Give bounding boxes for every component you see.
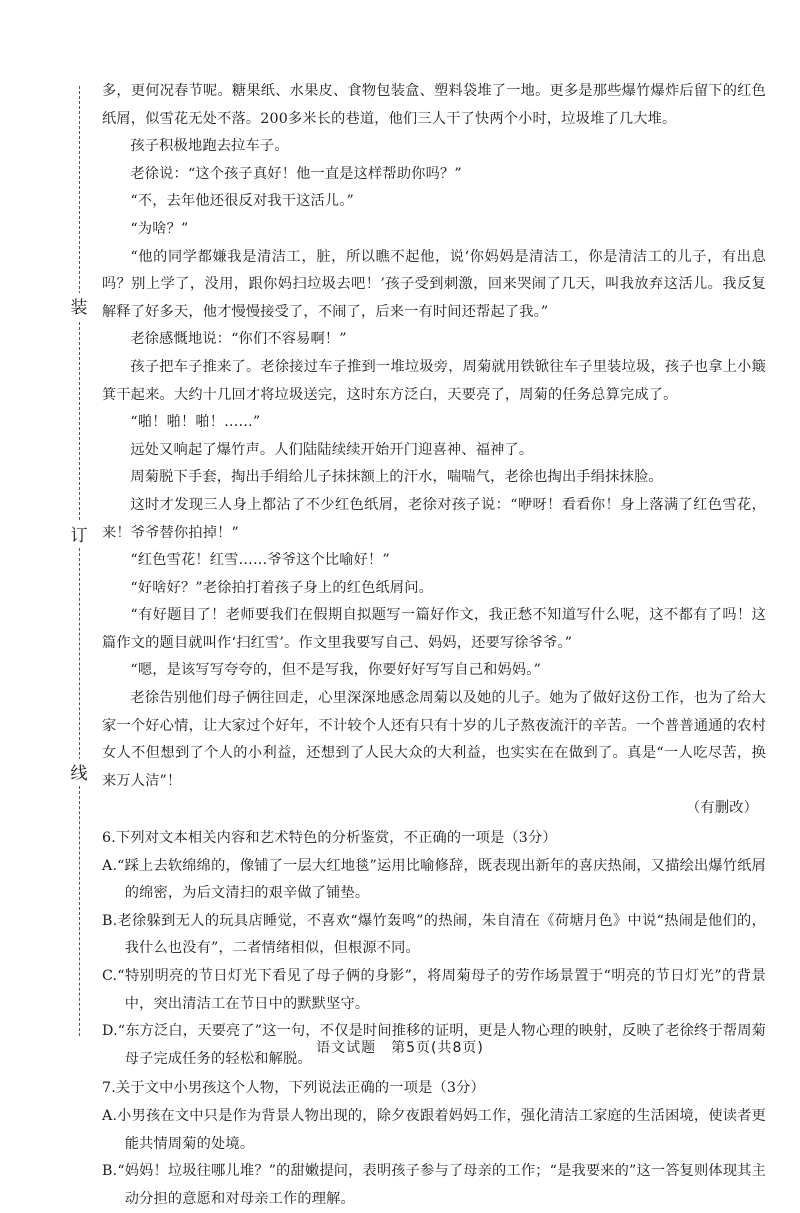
passage-paragraph: 孩子把车子推来了。老徐接过车子推到一堆垃圾旁，周菊就用铁锨往车子里装垃圾，孩子也拿上小簸箕干起来。大约十几回才将垃圾送完，这时东方泛白，天要亮了，周菊的任务总算完成了。 — [102, 358, 766, 403]
question-option: D.“东方泛白，天要亮了”这一句，不仅是时间推移的证明，更是人物心理的映射，反映了老徐终于帮周菊母子完成任务的轻松和解脱。 — [102, 1023, 766, 1067]
page-footer: 语文试题 第5页(共8页) — [316, 1040, 484, 1056]
passage-paragraph: “有好题目了！老师要我们在假期自拟题写一篇好作文，我正愁不知道写什么呢，这不都有了吗！这篇作文的题目就叫作‘扫红雪’。作文里我要写自己、妈妈，还要写徐爷爷。” — [102, 607, 766, 651]
binding-label-xian: 线 — [68, 759, 90, 784]
passage-paragraph: “他的同学都嫌我是清洁工，脏，所以瞧不起他，说‘你妈妈是清洁工，你是清洁工的儿子，有出息吗？别上学了，没用，跟你妈扫垃圾去吧！’孩子受到刺激，回来哭闹了几天，叫我放弃这活儿。我反复解释了好多天，他才慢慢接受了，不闹了，后来一有时间还帮起了我。” — [102, 248, 766, 320]
binding-dash-line — [79, 322, 80, 520]
passage-paragraph: 老徐说：“这个孩子真好！他一直是这样帮助你吗？” — [130, 165, 462, 182]
binding-label-ding: 订 — [68, 521, 90, 546]
passage-paragraph: 老徐告别他们母子俩往回走，心里深深地感念周菊以及她的儿子。她为了做好这份工作，也为了给大家一个好心情，让大家过个好年，不计较个人还有只有十岁的儿子熬夜流汗的辛苦。一个普普通通的农村女人不但想到了个人的小利益，还想到了人民大众的大利益，也实实在在做到了。真是“一人吃尽苦，换来万人洁”！ — [102, 690, 766, 789]
binding-margin — [0, 0, 100, 1130]
question-option: B.“妈妈！垃圾往哪儿堆？”的甜嫩提问，表明孩子参与了母亲的工作；“是我要来的”这一答复则体现其主动分担的意愿和对母亲工作的理解。 — [102, 1163, 766, 1207]
question-option: A.“踩上去软绵绵的，像铺了一层大红地毯”运用比喻修辞，既表现出新年的喜庆热闹，又描绘出爆竹纸屑的绵密，为后文清扫的艰辛做了铺垫。 — [102, 857, 766, 902]
passage-paragraph: 这时才发现三人身上都沾了不少红色纸屑，老徐对孩子说：“咿呀！看看你！身上落满了红色雪花，来！爷爷替你拍掉！” — [102, 496, 766, 541]
passage-paragraph: “为啥？” — [130, 220, 189, 237]
passage-paragraph: “啪！啪！啪！……” — [130, 414, 261, 431]
question-stem: 6.下列对文本相关内容和艺术特色的分析鉴赏，不正确的一项是（3分） — [102, 830, 557, 847]
passage-paragraph: 多，更何况春节呢。糖果纸、水果皮、食物包装盒、塑料袋堆了一地。更多是那些爆竹爆炸后留下的红色纸屑，似雪花无处不落。200多米长的巷道，他们三人干了快两个小时，垃圾堆了几大堆。 — [102, 83, 766, 127]
passage-paragraph: “红色雪花！红雪……爷爷这个比喻好！” — [130, 552, 390, 569]
passage-paragraph: 孩子积极地跑去拉车子。 — [130, 138, 289, 155]
question-stem: 7.关于文中小男孩这个人物，下列说法正确的一项是（3分） — [102, 1080, 485, 1097]
passage-paragraph: 周菊脱下手套，掏出手绢给儿子抹抹额上的汗水，喘喘气，老徐也掏出手绢抹抹脸。 — [130, 469, 663, 486]
passage-paragraph: “好啥好？”老徐拍打着孩子身上的红色纸屑问。 — [130, 579, 434, 596]
question-7 — [102, 1075, 766, 1213]
binding-label-zhuang: 装 — [68, 293, 90, 318]
binding-dash-line — [79, 548, 80, 760]
binding-dash-line — [79, 786, 80, 1036]
passage-paragraph: “不，去年他还很反对我干这活儿。” — [130, 193, 355, 210]
passage-paragraph: 老徐感慨地说：“你们不容易啊！” — [130, 331, 347, 348]
passage-paragraph: 远处又响起了爆竹声。人们陆陆续续开始开门迎喜神、福神了。 — [130, 441, 534, 458]
binding-dash-line — [79, 86, 80, 294]
question-option: B.老徐躲到无人的玩具店睡觉，不喜欢“爆竹轰鸣”的热闹，朱自清在《荷塘月色》中说“热闹是他们的，我什么也没有”，二者情绪相似，但根源不同。 — [102, 912, 766, 957]
source-note: （有删改） — [686, 800, 758, 817]
question-option: C.“特别明亮的节日灯光下看见了母子俩的身影”，将周菊母子的劳作场景置于“明亮的节日灯光”的背景中，突出清洁工在节日中的默默坚守。 — [102, 968, 766, 1012]
question-option: A.小男孩在文中只是作为背景人物出现的，除夕夜跟着妈妈工作，强化清洁工家庭的生活困境，使读者更能共情周菊的处境。 — [102, 1107, 766, 1152]
passage-paragraph: “嗯，是该写写夸夸的，但不是写我，你要好好写写自己和妈妈。” — [130, 662, 542, 679]
